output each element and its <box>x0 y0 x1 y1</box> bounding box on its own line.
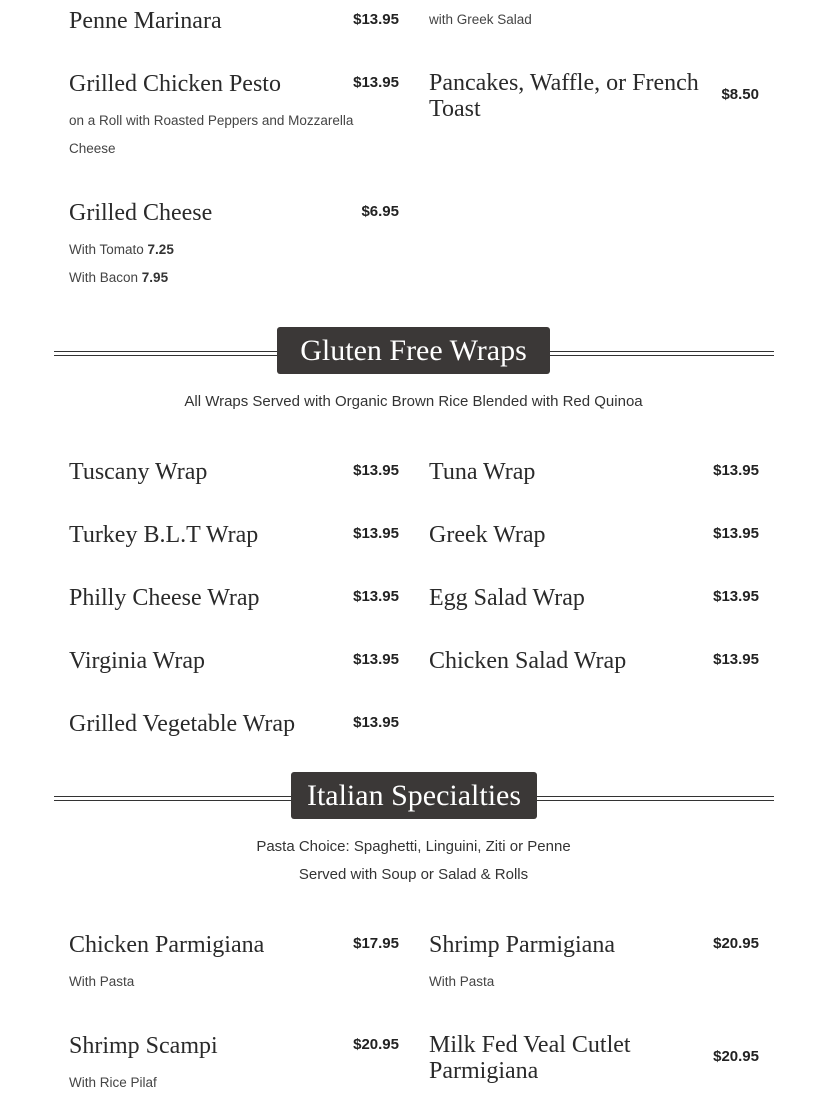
menu-item-name: Virginia Wrap <box>69 648 206 674</box>
menu-item-price: $13.95 <box>353 525 399 542</box>
menu-item-price: $17.95 <box>353 935 399 952</box>
menu-item-price: $13.95 <box>353 74 399 91</box>
menu-item-name: Tuna Wrap <box>429 459 536 485</box>
menu-item-price: $13.95 <box>353 651 399 668</box>
menu-item-name: Pancakes, Waffle, or French Toast <box>429 70 699 122</box>
menu-item-price: $13.95 <box>713 651 759 668</box>
section-title: Italian Specialties <box>291 772 537 819</box>
menu-item-name: Egg Salad Wrap <box>429 585 585 611</box>
section-note: Pasta Choice: Spaghetti, Linguini, Ziti or Penne <box>256 838 571 855</box>
menu-item-name: Milk Fed Veal Cutlet Parmigiana <box>429 1032 631 1084</box>
menu-item-price: $13.95 <box>353 462 399 479</box>
menu-item-price: $20.95 <box>713 935 759 952</box>
menu-item-desc: on a Roll with Roasted Peppers and Mozzarella Cheese <box>69 113 354 156</box>
menu-item-name: Shrimp Scampi <box>69 1033 218 1059</box>
menu-item-name: Penne Marinara <box>69 8 222 34</box>
menu-item-name: Grilled Vegetable Wrap <box>69 711 296 737</box>
menu-item-name: Philly Cheese Wrap <box>69 585 260 611</box>
menu-item-price: $13.95 <box>353 588 399 605</box>
section-title: Gluten Free Wraps <box>277 327 550 374</box>
menu-item-price: $20.95 <box>713 1048 759 1065</box>
menu-item-option: With Bacon 7.95 <box>69 270 169 285</box>
menu-item-desc: with Greek Salad <box>429 12 532 27</box>
menu-item-name: Tuscany Wrap <box>69 459 208 485</box>
menu-item-price: $20.95 <box>353 1036 399 1053</box>
menu-item-desc: With Pasta <box>429 974 495 989</box>
menu-item-name: Grilled Chicken Pesto <box>69 71 281 97</box>
menu-item-name: Chicken Parmigiana <box>69 932 265 958</box>
menu-item-price: $13.95 <box>353 11 399 28</box>
menu-item-desc: With Pasta <box>69 974 135 989</box>
menu-item-name: Greek Wrap <box>429 522 546 548</box>
menu-item-name: Shrimp Parmigiana <box>429 932 615 958</box>
menu-item-name: Turkey B.L.T Wrap <box>69 522 259 548</box>
menu-item-price: $13.95 <box>713 525 759 542</box>
menu-item-price: $13.95 <box>353 714 399 731</box>
menu-item-price: $13.95 <box>713 588 759 605</box>
section-note: Served with Soup or Salad & Rolls <box>298 866 529 883</box>
menu-item-desc: With Rice Pilaf <box>69 1075 157 1090</box>
menu-item-name: Grilled Cheese <box>69 200 213 226</box>
menu-item-price: $13.95 <box>713 462 759 479</box>
menu-item-option: With Tomato 7.25 <box>69 242 174 257</box>
menu-item-name: Chicken Salad Wrap <box>429 648 627 674</box>
section-note: All Wraps Served with Organic Brown Rice Blended with Red Quinoa <box>184 393 643 410</box>
menu-item-price: $6.95 <box>361 203 399 220</box>
menu-item-price: $8.50 <box>721 86 759 103</box>
